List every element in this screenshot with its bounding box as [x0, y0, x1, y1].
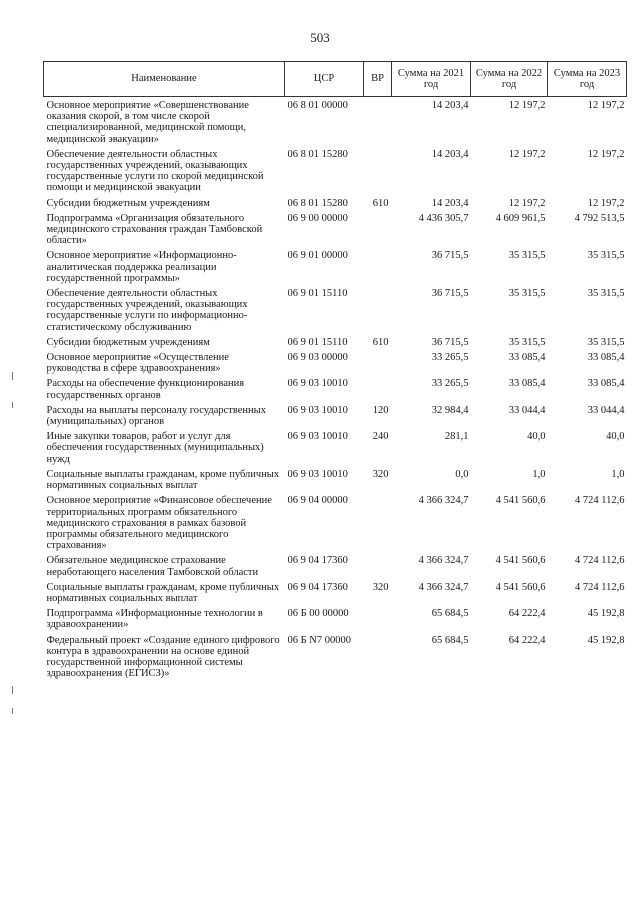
- table-row: [44, 352, 627, 378]
- cell-csr: 06 9 03 00000: [287, 352, 348, 364]
- cell-vr: 610: [372, 197, 389, 209]
- cell-sum-2023: 35 315,5: [587, 250, 625, 262]
- cell-vr: [364, 495, 392, 555]
- cell-sum-2023: 33 044,4: [587, 404, 625, 416]
- cell-csr: 06 8 01 15280: [287, 148, 348, 160]
- table-row: [44, 405, 627, 431]
- cell-sum-2022: 64 222,4: [508, 634, 546, 646]
- cell-sum-2022: 4 541 560,6: [495, 495, 546, 507]
- cell-sum-2023: 12 197,2: [587, 100, 625, 111]
- table-row: [44, 149, 627, 198]
- table-row: [44, 431, 627, 469]
- cell-sum-2021: 4 366 324,7: [418, 555, 469, 567]
- cell-vr: [364, 97, 392, 149]
- cell-name: Иные закупки товаров, работ и услуг для обеспечения государственных (муниципальных) нужд: [46, 431, 264, 465]
- scan-mark: [12, 372, 13, 380]
- cell-sum-2023: 40,0: [606, 431, 625, 443]
- cell-sum-2021: 36 715,5: [431, 288, 469, 300]
- cell-name: Федеральный проект «Создание единого цифрового контура в здравоохранении на основе единой государственной информационной системы здравоохранения (ЕГИСЗ)»: [46, 634, 280, 680]
- cell-sum-2022: 12 197,2: [508, 100, 546, 111]
- cell-vr: [364, 288, 392, 337]
- cell-csr: 06 9 03 10010: [287, 468, 348, 480]
- table-header-row: [44, 62, 627, 97]
- cell-csr: 06 9 01 00000: [287, 250, 348, 262]
- cell-sum-2022: 35 315,5: [508, 336, 546, 348]
- cell-name: Обеспечение деятельности областных государственных учреждений, оказывающих государственные услуги по скорой медицинской помощи и медицинской эвакуации: [46, 148, 264, 194]
- cell-sum-2021: 33 265,5: [431, 352, 469, 364]
- cell-name: Расходы на выплаты персоналу государственных (муниципальных) органов: [46, 404, 266, 428]
- cell-sum-2021: 281,1: [444, 431, 469, 443]
- table-row: [44, 495, 627, 555]
- table-row: [44, 555, 627, 581]
- cell-csr: 06 9 04 17360: [287, 581, 348, 593]
- cell-sum-2021: 4 436 305,7: [418, 212, 469, 224]
- cell-sum-2022: 12 197,2: [508, 197, 546, 209]
- table-row: [44, 337, 627, 352]
- table-row: [44, 582, 627, 608]
- table-row: [44, 608, 627, 634]
- cell-name: Субсидии бюджетным учреждениям: [46, 336, 210, 348]
- cell-sum-2021: 33 265,5: [431, 378, 469, 390]
- cell-sum-2023: 4 724 112,6: [575, 555, 625, 567]
- scan-mark: [12, 708, 13, 714]
- cell-sum-2023: 45 192,8: [587, 608, 625, 620]
- cell-sum-2023: 12 197,2: [587, 148, 625, 160]
- cell-csr: 06 9 00 00000: [287, 212, 348, 224]
- cell-vr: [364, 149, 392, 198]
- cell-sum-2021: 65 684,5: [431, 634, 469, 646]
- cell-sum-2021: 14 203,4: [431, 100, 469, 111]
- table-row: [44, 378, 627, 404]
- table-row: [44, 198, 627, 213]
- cell-sum-2023: 35 315,5: [587, 336, 625, 348]
- cell-name: Расходы на обеспечение функционирования государственных органов: [46, 378, 245, 401]
- cell-vr: [364, 250, 392, 288]
- cell-sum-2022: 35 315,5: [508, 288, 546, 300]
- cell-sum-2022: 33 085,4: [508, 352, 546, 364]
- cell-sum-2023: 33 085,4: [587, 378, 625, 390]
- cell-sum-2022: 1,0: [532, 468, 546, 480]
- cell-csr: 06 8 01 00000: [287, 100, 348, 111]
- cell-sum-2022: 35 315,5: [508, 250, 546, 262]
- cell-vr: [364, 378, 392, 404]
- header-sum-2022: Сумма на 2022 год: [471, 62, 548, 97]
- cell-csr: 06 9 03 10010: [287, 431, 348, 443]
- cell-sum-2022: 12 197,2: [508, 148, 546, 160]
- table-body: [44, 97, 627, 684]
- cell-sum-2022: 4 541 560,6: [495, 581, 546, 593]
- cell-vr: [364, 635, 392, 684]
- cell-csr: 06 Б N7 00000: [287, 634, 351, 646]
- cell-sum-2023: 33 085,4: [587, 352, 625, 364]
- cell-vr: 320: [372, 468, 389, 480]
- cell-vr: 240: [372, 431, 389, 443]
- cell-csr: 06 9 01 15110: [287, 288, 348, 300]
- cell-sum-2022: 4 609 961,5: [495, 212, 546, 224]
- cell-csr: 06 9 04 00000: [287, 495, 348, 507]
- header-sum-2023: Сумма на 2023 год: [548, 62, 627, 97]
- cell-sum-2022: 33 044,4: [508, 404, 546, 416]
- table-row: [44, 635, 627, 684]
- cell-name: Социальные выплаты гражданам, кроме публичных нормативных социальных выплат: [46, 468, 280, 492]
- cell-name: Обеспечение деятельности областных государственных учреждений, оказывающих государственные услуги по информационно-статистическому обслуживанию: [46, 288, 248, 333]
- cell-sum-2023: 1,0: [611, 468, 625, 480]
- page-number: 503: [310, 30, 330, 45]
- table-row: [44, 213, 627, 251]
- cell-sum-2021: 4 366 324,7: [418, 495, 469, 507]
- scan-mark: [12, 402, 13, 408]
- table-row: [44, 288, 627, 337]
- cell-vr: 120: [372, 404, 389, 416]
- cell-sum-2021: 14 203,4: [431, 148, 469, 160]
- cell-sum-2021: 32 984,4: [431, 404, 469, 416]
- cell-name: Основное мероприятие «Информационно-аналитическая поддержка реализации государственной программы»: [46, 250, 237, 284]
- cell-csr: 06 9 03 10010: [287, 378, 348, 390]
- scan-mark: [12, 686, 13, 694]
- cell-vr: [364, 213, 392, 251]
- cell-vr: [364, 608, 392, 634]
- cell-vr: 610: [372, 336, 389, 348]
- table-row: [44, 469, 627, 495]
- cell-sum-2022: 4 541 560,6: [495, 555, 546, 567]
- cell-csr: 06 9 01 15110: [287, 336, 348, 348]
- cell-vr: 320: [372, 581, 389, 593]
- cell-sum-2021: 65 684,5: [431, 608, 469, 620]
- cell-sum-2021: 36 715,5: [431, 250, 469, 262]
- table-row: [44, 97, 627, 149]
- cell-name: Обязательное медицинское страхование неработающего населения Тамбовской области: [46, 555, 259, 578]
- cell-name: Основное мероприятие «Совершенствование оказания скорой, в том числе скорой специализированной, медицинской помощи, медицинской эвакуации»: [46, 100, 249, 145]
- cell-sum-2022: 64 222,4: [508, 608, 546, 620]
- cell-sum-2021: 36 715,5: [431, 336, 469, 348]
- cell-sum-2023: 4 792 513,5: [574, 212, 625, 224]
- header-name: Наименование: [44, 62, 285, 97]
- cell-sum-2023: 4 724 112,6: [575, 495, 625, 507]
- cell-sum-2023: 45 192,8: [587, 634, 625, 646]
- cell-csr: 06 9 03 10010: [287, 404, 348, 416]
- table-row: [44, 250, 627, 288]
- cell-name: Субсидии бюджетным учреждениям: [46, 197, 210, 209]
- cell-name: Социальные выплаты гражданам, кроме публичных нормативных социальных выплат: [46, 581, 280, 604]
- cell-name: Основное мероприятие «Финансовое обеспечение территориальных программ обязательного медицинского страхования в рамках базовой программы обязательного медицинского страхования»: [46, 495, 272, 552]
- cell-vr: [364, 555, 392, 581]
- cell-sum-2021: 14 203,4: [431, 197, 469, 209]
- cell-csr: 06 9 04 17360: [287, 555, 348, 567]
- cell-sum-2021: 4 366 324,7: [418, 581, 469, 593]
- cell-sum-2023: 12 197,2: [587, 197, 625, 209]
- header-sum-2021: Сумма на 2021 год: [392, 62, 471, 97]
- header-csr: ЦСР: [285, 62, 364, 97]
- cell-sum-2023: 35 315,5: [587, 288, 625, 300]
- cell-csr: 06 8 01 15280: [287, 197, 348, 209]
- cell-sum-2022: 33 085,4: [508, 378, 546, 390]
- cell-sum-2022: 40,0: [527, 431, 546, 443]
- cell-name: Основное мероприятие «Осуществление руководства в сфере здравоохранения»: [46, 352, 229, 375]
- cell-name: Подпрограмма «Организация обязательного медицинского страхования граждан Тамбовской области»: [46, 212, 263, 247]
- budget-table: [43, 61, 627, 683]
- cell-name: Подпрограмма «Информационные технологии в здравоохранении»: [46, 608, 263, 631]
- cell-vr: [364, 352, 392, 378]
- cell-sum-2023: 4 724 112,6: [575, 581, 625, 593]
- header-vr: ВР: [364, 62, 392, 97]
- cell-csr: 06 Б 00 00000: [287, 608, 349, 620]
- cell-sum-2021: 0,0: [455, 468, 469, 480]
